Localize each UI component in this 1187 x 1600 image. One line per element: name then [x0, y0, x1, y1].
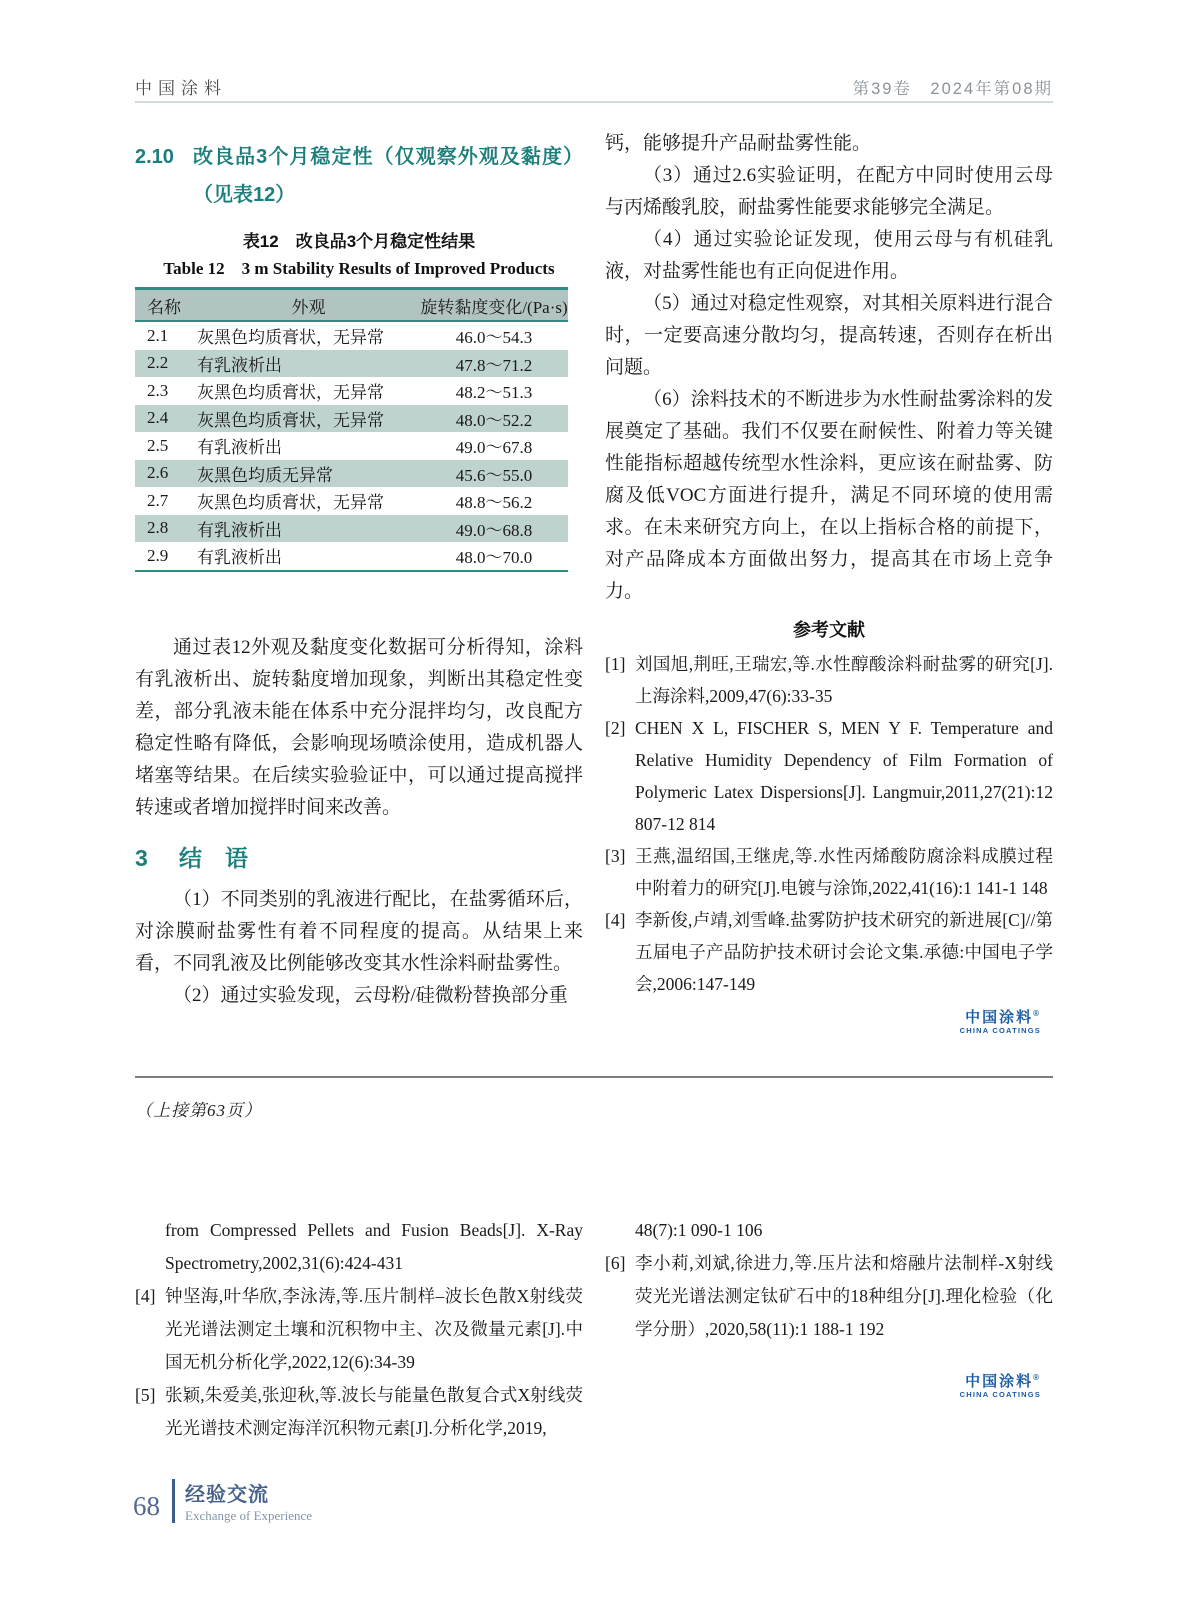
reference-label: [6]: [605, 1253, 626, 1273]
reference-text: 李新俊,卢靖,刘雪峰.盐雾防护技术研究的新进展[C]//第五届电子产品防护技术研讨会论文集.承德:中国电子学会,2006:147-149: [635, 910, 1053, 994]
cell-appearance: 灰黑色均质膏状，无异常: [197, 383, 384, 403]
reference-item: [605, 904, 1053, 1000]
cell-viscosity: 49.0～67.8: [455, 438, 533, 458]
continuation-left-column: [135, 1214, 583, 1445]
table-row: [135, 515, 568, 543]
conclusion-paragraph-6: （6）涂料技术的不断进步为水性耐盐雾涂料的发展奠定了基础。我们不仅要在耐候性、附着力等关键性能指标超越传统型水性涂料，更应该在耐盐雾、防腐及低VOC方面进行提升，满足不同环境的使用需求。在未来研究方向上，在以上指标合格的前提下，对产品降成本方面做出努力，提高其在市场上竞争力。: [605, 389, 1053, 602]
footer-divider-bar: [172, 1479, 175, 1523]
right-column: [605, 128, 1053, 1035]
section-3-heading: [135, 838, 583, 878]
reference-label: [1]: [605, 654, 626, 674]
table-row: [135, 542, 568, 570]
col-header-appearance: 外观: [291, 297, 326, 317]
reference-text: 刘国旭,荆旺,王瑞宏,等.水性醇酸涂料耐盐雾的研究[J].上海涂料,2009,47(6):33-35: [635, 654, 1053, 706]
section-title: 结 语: [179, 844, 248, 871]
cell-name: 2.2: [147, 353, 169, 373]
cell-name: 2.6: [147, 463, 169, 483]
logo-text-zh: 中国涂料®: [965, 1009, 1041, 1026]
table-row: [135, 322, 568, 350]
col-header-viscosity: 旋转黏度变化/(Pa·s): [420, 297, 568, 317]
main-content: [135, 128, 1053, 1035]
analysis-paragraph: 通过表12外观及黏度变化数据可分析得知，涂料有乳液析出、旋转黏度增加现象，判断出其稳定性变差，部分乳液未能在体系中充分混拌均匀，改良配方稳定性略有降低，会影响现场喷涂使用，造成机器人堵塞等结果。在后续实验验证中，可以通过提高搅拌转速或者增加搅拌时间来改善。: [135, 636, 583, 818]
china-coatings-logo: [605, 1010, 1041, 1035]
cell-appearance: 灰黑色均质膏状，无异常: [197, 410, 384, 430]
cell-appearance: 有乳液析出: [197, 355, 282, 375]
cell-viscosity: 49.0～68.8: [455, 520, 533, 540]
conclusion-paragraph-1: （1）不同类别的乳液进行配比，在盐雾循环后，对涂膜耐盐雾性有着不同程度的提高。从结果上来看，不同乳液及比例能够改变其水性涂料耐盐雾性。: [135, 888, 583, 974]
left-column: [135, 128, 583, 1035]
conclusion-paragraph-2: （2）通过实验发现，云母粉/硅微粉替换部分重: [173, 984, 568, 1006]
continuation-right-column: [605, 1214, 1053, 1445]
reference-item: [605, 648, 1053, 712]
logo-text-en: CHINA COATINGS: [959, 1025, 1041, 1035]
section-title: 改良品3个月稳定性（仅观察外观及黏度）（见表12）: [193, 146, 583, 206]
section-number: 2.10: [135, 146, 174, 168]
reference-label: [4]: [605, 910, 626, 930]
reference-label: [4]: [135, 1286, 156, 1306]
conclusion-paragraph-3: （3）通过2.6实验证明，在配方中同时使用云母与丙烯酸乳胶，耐盐雾性能要求能够完全满足。: [605, 165, 1053, 218]
cell-viscosity: 47.8～71.2: [455, 355, 533, 375]
col-header-name: 名称: [147, 297, 181, 317]
reference-item: [135, 1379, 583, 1445]
registered-mark: ®: [1033, 1373, 1041, 1382]
cell-name: 2.4: [147, 408, 169, 428]
section-2-10-heading: [135, 138, 583, 214]
page-footer: [133, 1478, 312, 1524]
continuation-paragraph: 钙，能够提升产品耐盐雾性能。: [605, 133, 872, 154]
cell-appearance: 灰黑色均质膏状，无异常: [197, 493, 384, 513]
page-header: [135, 74, 1053, 99]
cell-name: 2.5: [147, 435, 169, 455]
logo-text-en: CHINA COATINGS: [959, 1389, 1041, 1399]
reference-text: CHEN X L, FISCHER S, MEN Y F. Temperature and Relative Humidity Dependency of Film Formation of Polymeric Latex Dispersions[J]. Langmuir,2011,27(21):12 807-12 814: [635, 718, 1053, 834]
footer-column-name: [185, 1478, 312, 1524]
reference-item: [605, 712, 1053, 840]
logo-text-zh: 中国涂料®: [965, 1373, 1041, 1390]
reference-item: [605, 840, 1053, 904]
cell-appearance: 有乳液析出: [197, 438, 282, 458]
footer-column-zh: 经验交流: [185, 1484, 269, 1506]
issue-info: 第39卷 2024年第08期: [852, 80, 1053, 98]
table-row: [135, 487, 568, 515]
reference-text: 李小莉,刘斌,徐进力,等.压片法和熔融片法制样-X射线荧光光谱法测定钛矿石中的18种组分[J].理化检验（化学分册）,2020,58(11):1 188-1 192: [635, 1253, 1053, 1339]
cell-appearance: 灰黑色均质无异常: [197, 465, 333, 485]
cell-viscosity: 48.0～52.2: [455, 410, 533, 430]
cell-name: 2.8: [147, 518, 169, 538]
reference-item: [605, 1247, 1053, 1346]
china-coatings-logo: [605, 1374, 1041, 1399]
cell-appearance: 有乳液析出: [197, 548, 282, 568]
table-row: [135, 460, 568, 488]
reference-text: 钟坚海,叶华欣,李泳涛,等.压片制样–波长色散X射线荧光光谱法测定土壤和沉积物中主、次及微量元素[J].中国无机分析化学,2022,12(6):34-39: [165, 1286, 583, 1372]
cell-viscosity: 48.8～56.2: [455, 493, 533, 513]
continued-from-note: （上接第63页）: [135, 1101, 262, 1120]
cell-viscosity: 48.0～70.0: [455, 548, 533, 568]
reference-continuation: [605, 1214, 1053, 1247]
conclusion-paragraph-5: （5）通过对稳定性观察，对其相关原料进行混合时，一定要高速分散均匀，提高转速，否则存在析出问题。: [605, 293, 1053, 378]
reference-text: 48(7):1 090-1 106: [635, 1220, 763, 1240]
cell-viscosity: 45.6～55.0: [455, 465, 533, 485]
table-row: [135, 350, 568, 378]
table-caption-en: Table 12 3 m Stability Results of Improved Products: [163, 259, 555, 278]
table-caption-zh: 表12 改良品3个月稳定性结果: [242, 232, 476, 251]
cell-name: 2.1: [147, 325, 169, 345]
conclusion-paragraph-4: （4）通过实验论证发现，使用云母与有机硅乳液，对盐雾性能也有正向促进作用。: [605, 229, 1053, 282]
cell-appearance: 灰黑色均质膏状，无异常: [197, 328, 384, 348]
reference-label: [2]: [605, 718, 626, 738]
reference-text: from Compressed Pellets and Fusion Beads[J]. X-Ray Spectrometry,2002,31(6):424-431: [165, 1220, 583, 1273]
cell-appearance: 有乳液析出: [197, 520, 282, 540]
footer-column-en: Exchange of Experience: [185, 1508, 313, 1523]
reference-text: 王燕,温绍国,王继虎,等.水性丙烯酸防腐涂料成膜过程中附着力的研究[J].电镀与涂饰,2022,41(16):1 141-1 148: [635, 846, 1053, 898]
reference-text: 张颖,朱爱美,张迎秋,等.波长与能量色散复合式X射线荧光光谱技术测定海洋沉积物元素[J].分析化学,2019,: [165, 1385, 583, 1438]
header-rule: [135, 101, 1053, 103]
table-row: [135, 377, 568, 405]
page-number: 68: [133, 1490, 160, 1521]
table-row: [135, 405, 568, 433]
reference-item: [135, 1280, 583, 1379]
cell-name: 2.3: [147, 380, 169, 400]
continuation-content: [135, 1214, 1053, 1445]
section-number: 3: [135, 844, 148, 871]
reference-label: [3]: [605, 846, 626, 866]
cell-viscosity: 48.2～51.3: [455, 383, 533, 403]
references-heading: 参考文献: [793, 620, 865, 640]
cell-viscosity: 46.0～54.3: [455, 328, 533, 348]
registered-mark: ®: [1033, 1009, 1041, 1018]
table-header-row: [135, 290, 568, 322]
cell-name: 2.9: [147, 545, 169, 565]
cell-name: 2.7: [147, 490, 169, 510]
journal-name: 中国涂料: [135, 79, 227, 98]
article-divider: [135, 1076, 1053, 1078]
reference-label: [5]: [135, 1385, 156, 1405]
reference-continuation: [135, 1214, 583, 1280]
table-12: [135, 287, 568, 572]
table-row: [135, 432, 568, 460]
